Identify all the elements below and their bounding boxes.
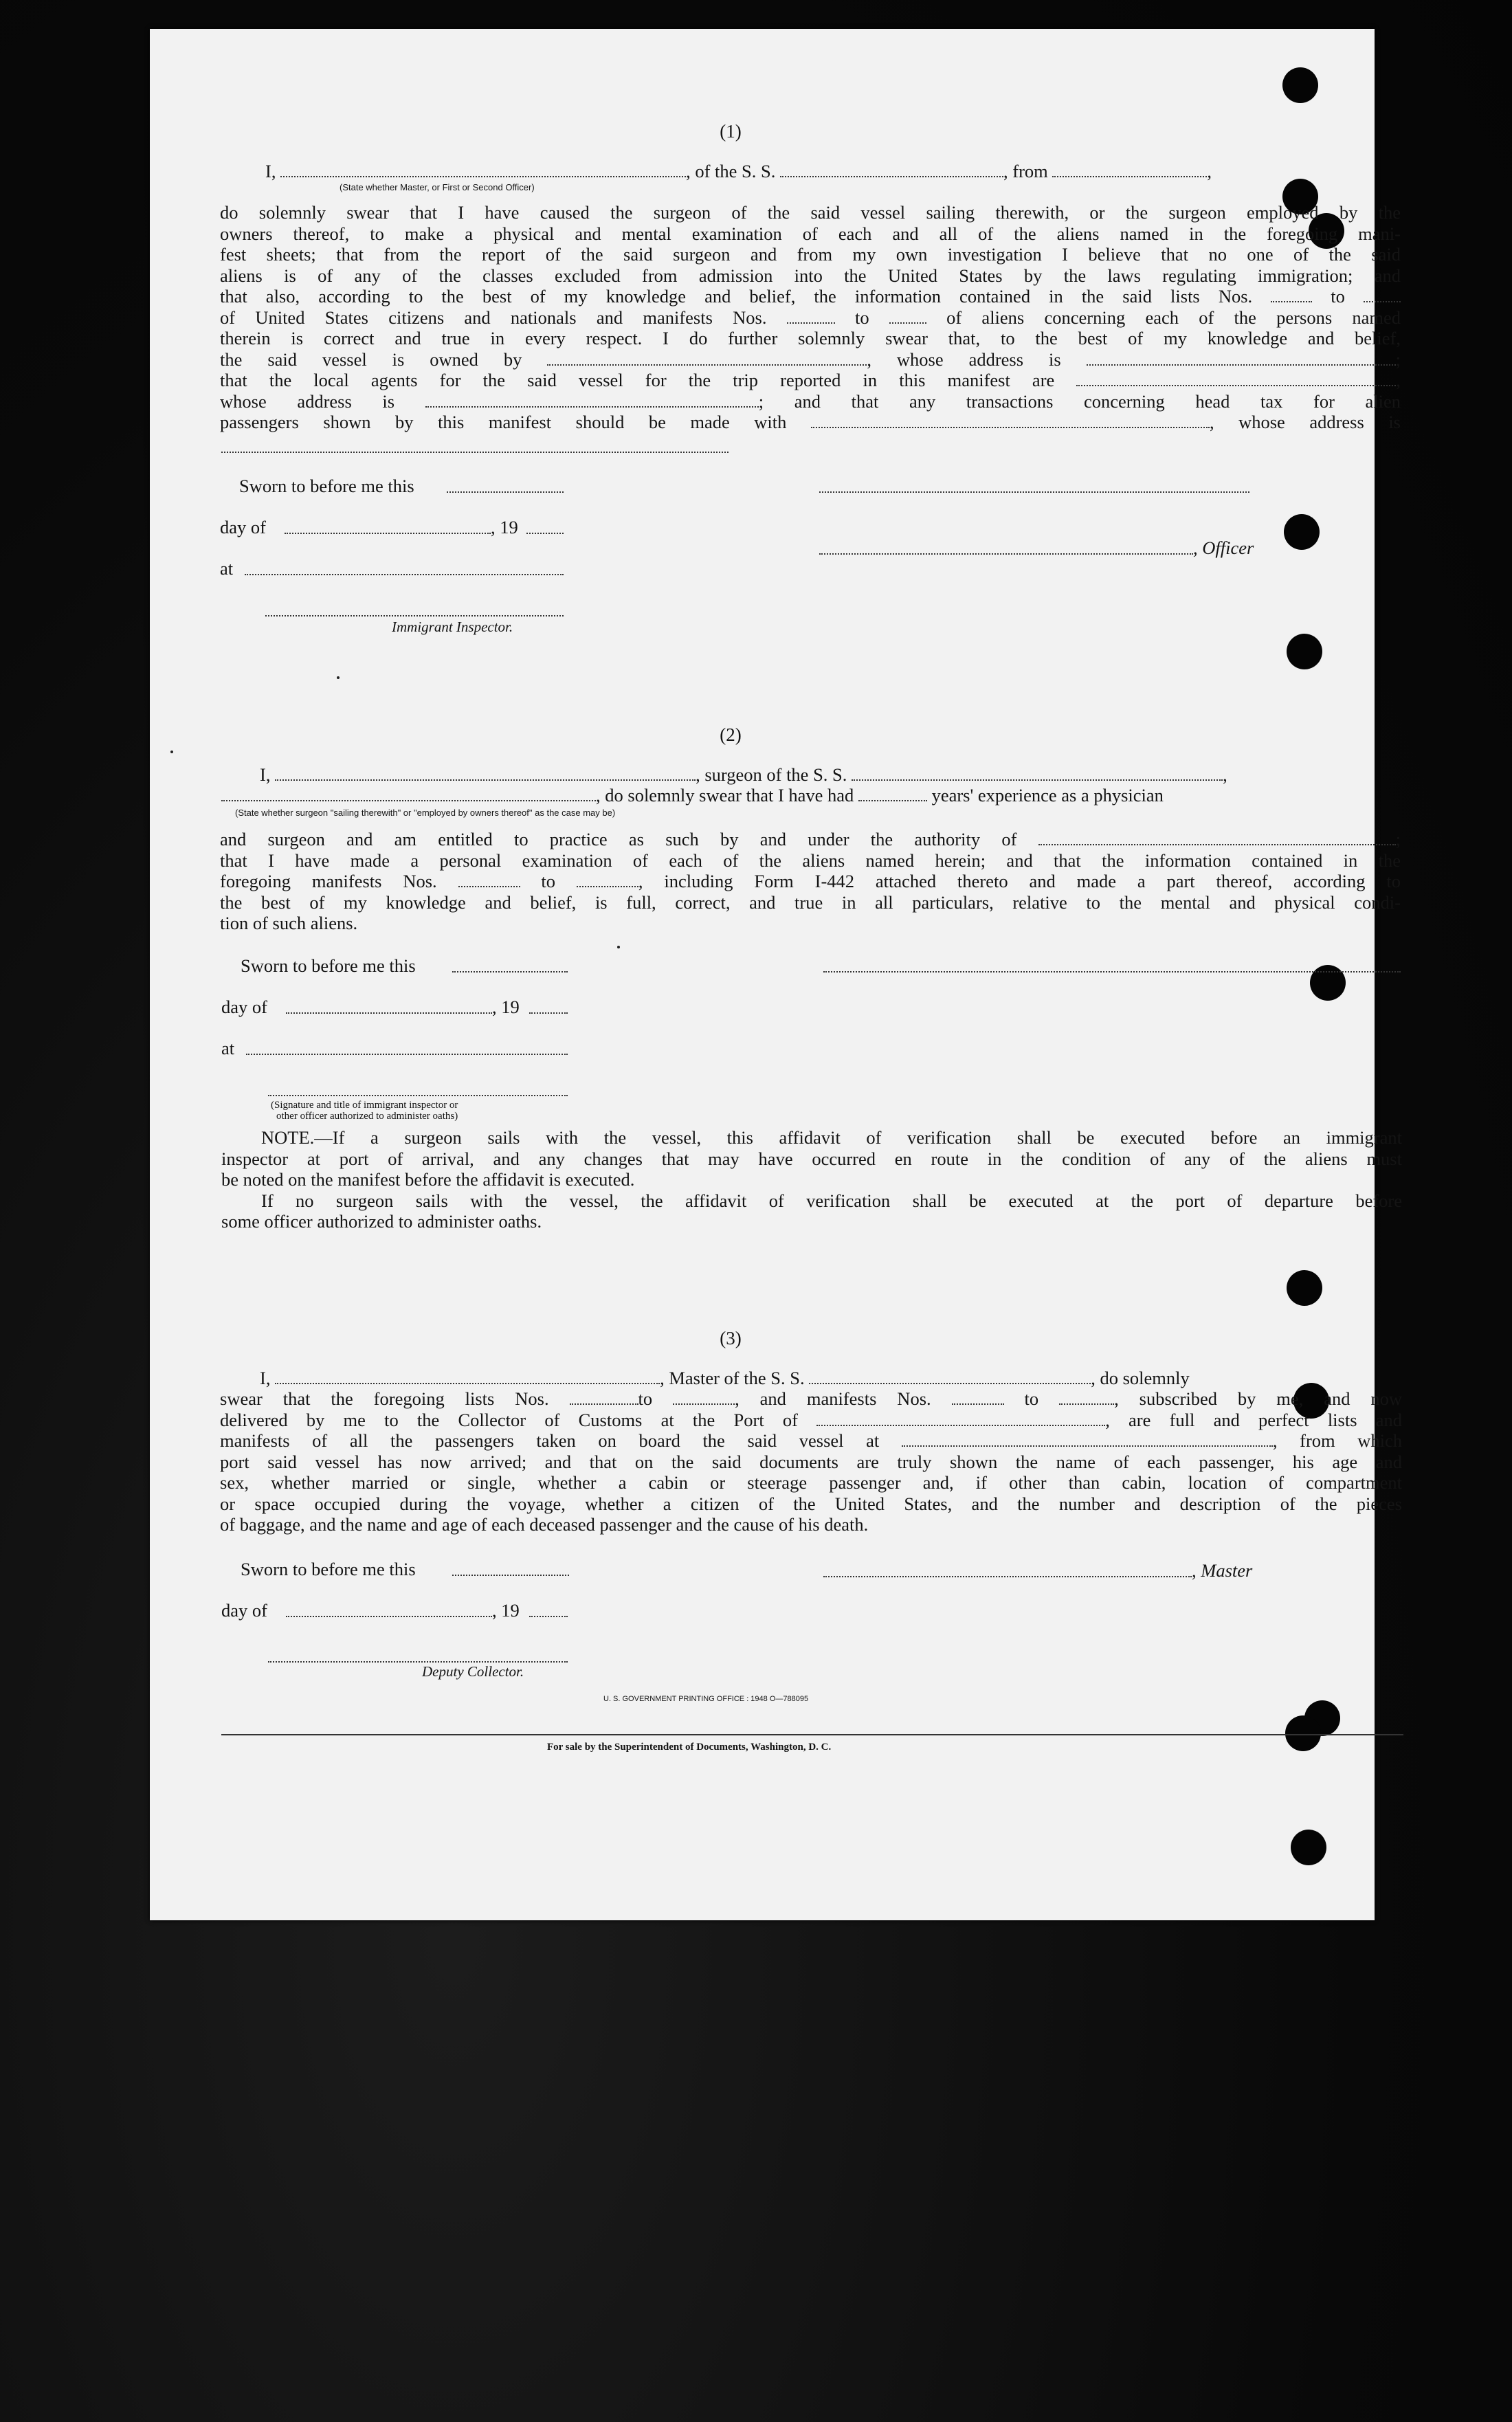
field-caption: (State whether surgeon "sailing therewith" or "employed by owners thereof" as the case may be) bbox=[235, 808, 616, 818]
officer-line bbox=[819, 553, 1193, 555]
day-label: day of bbox=[220, 517, 266, 537]
punch-hole bbox=[1287, 1270, 1322, 1306]
deputy-label: Deputy Collector. bbox=[422, 1663, 524, 1680]
printing-office-imprint: U. S. GOVERNMENT PRINTING OFFICE : 1948 O—788095 bbox=[603, 1695, 809, 1703]
address-line bbox=[221, 451, 729, 453]
year-line bbox=[526, 532, 564, 534]
surgeon-line-2: , do solemnly swear that I have had years' experience as a physician bbox=[221, 785, 1401, 806]
sworn-date-line bbox=[447, 491, 564, 493]
oath-line: I, , of the S. S. , from , bbox=[265, 161, 1212, 181]
section-number: (2) bbox=[720, 724, 742, 745]
sworn-label: Sworn to before me this bbox=[241, 1559, 416, 1579]
officer-label: , Officer bbox=[1193, 537, 1254, 558]
surgeon-signature-line bbox=[823, 970, 1401, 973]
note-paragraph: NOTE.—If a surgeon sails with the vessel, this affidavit of verification shall be executed before an immigrant inspector at port of arrival, and any changes that may have occurred en route in the condition of any of the aliens must be noted on the manifest before the affidavit is executed. If no surgeon sails with the vessel, the affidavit of verification shall be executed at the port of departure before some officer authorized to administer oaths. bbox=[221, 1127, 1402, 1232]
at-line bbox=[245, 573, 564, 575]
form-page bbox=[150, 29, 1403, 1920]
year-label: , 19 bbox=[492, 997, 520, 1017]
field-caption: (State whether Master, or First or Second Officer) bbox=[340, 182, 535, 192]
day-line bbox=[286, 1012, 492, 1014]
sworn-date-line bbox=[452, 970, 568, 973]
surgeon-line: I, , surgeon of the S. S. , bbox=[260, 764, 1227, 785]
section-number: (1) bbox=[720, 121, 742, 142]
master-line: I, , Master of the S. S. , do solemnly bbox=[260, 1368, 1190, 1388]
scan-speck bbox=[617, 946, 620, 948]
year-line bbox=[529, 1615, 568, 1617]
section-number: (3) bbox=[720, 1328, 742, 1348]
at-line bbox=[246, 1053, 568, 1055]
signature-caption: other officer authorized to administer oaths) bbox=[276, 1111, 458, 1122]
at-label: at bbox=[220, 558, 234, 579]
master-paragraph: swear that the foregoing lists Nos. to , and manifests Nos. to , subscribed by me, and now delivered by me to the Collector of Customs at the Port of , are full and perfect lists and manifests of all the passengers taken on board the said vessel at , from which port said vessel has now arrived; and that on the said documents are truly shown the name of each passenger, his age and sex, whether married or single, whether a cabin or steerage passenger and, if other than cabin, location of compartment or space occupied during the voyage, whether a citizen of the United States, and the number and description of the pieces of baggage, and the name and age of each deceased passenger and the cause of his death. bbox=[220, 1388, 1403, 1535]
punch-hole bbox=[1282, 67, 1318, 103]
scan-speck bbox=[170, 751, 173, 753]
inspector-signature-line bbox=[268, 1094, 568, 1096]
day-label: day of bbox=[221, 997, 267, 1017]
sworn-label: Sworn to before me this bbox=[239, 476, 414, 496]
at-label: at bbox=[221, 1038, 235, 1058]
officer-signature-line bbox=[819, 491, 1249, 493]
sworn-label: Sworn to before me this bbox=[241, 955, 416, 976]
surgeon-paragraph: and surgeon and am entitled to practice as such by and under the authority of ; that I have made a personal examination of each of the aliens named herein; and that the information contained in the foregoing manifests Nos. to , including Form I-442 attached thereto and made a part thereof, according to the best of my knowledge and belief, is full, correct, and true in all particulars, relative to the mental and physical condi- tion of such aliens. bbox=[220, 829, 1401, 933]
year-line bbox=[529, 1012, 568, 1014]
oath-paragraph: do solemnly swear that I have caused the surgeon of the said vessel sailing therewith, or the surgeon employed by the owners thereof, to make a physical and mental examination of each and all of the aliens named in the foregoing mani- fest sheets; that from the report of the said surgeon and from my own investigation I believe that no one of the said aliens is of any of the classes excluded from admission into the United States by the laws regulating immigration; and that also, according to the best of my knowledge and belief, the information contained in the said lists Nos. to of United States citizens and nationals and manifests Nos. to of aliens concerning each of the persons named therein is correct and true in every respect. I do further solemnly swear that, to the best of my knowledge and belief, the said vessel is owned by , whose address is ; that the local agents for the said vessel for the trip reported in this manifest are , whose address is ; and that any transactions concerning head tax for alien passengers shown by this manifest should be made with , whose address is bbox=[220, 202, 1401, 432]
collector-signature-line bbox=[268, 1660, 568, 1663]
day-line bbox=[286, 1615, 492, 1617]
sworn-date-line bbox=[452, 1574, 569, 1576]
punch-hole bbox=[1287, 634, 1322, 669]
day-line bbox=[285, 532, 491, 534]
year-label: , 19 bbox=[491, 517, 518, 537]
signature-caption: (Signature and title of immigrant inspector or bbox=[271, 1100, 458, 1111]
master-signature-line bbox=[823, 1575, 1192, 1577]
day-label: day of bbox=[221, 1600, 267, 1621]
year-label: , 19 bbox=[492, 1600, 520, 1621]
footer-rule bbox=[221, 1733, 1403, 1735]
master-label: , Master bbox=[1192, 1560, 1253, 1581]
inspector-label: Immigrant Inspector. bbox=[392, 619, 513, 635]
inspector-signature-line bbox=[265, 614, 564, 616]
sale-notice: For sale by the Superintendent of Documents, Washington, D. C. bbox=[547, 1742, 832, 1753]
punch-hole bbox=[1284, 514, 1320, 550]
scan-speck bbox=[337, 676, 340, 679]
punch-hole bbox=[1291, 1830, 1326, 1865]
